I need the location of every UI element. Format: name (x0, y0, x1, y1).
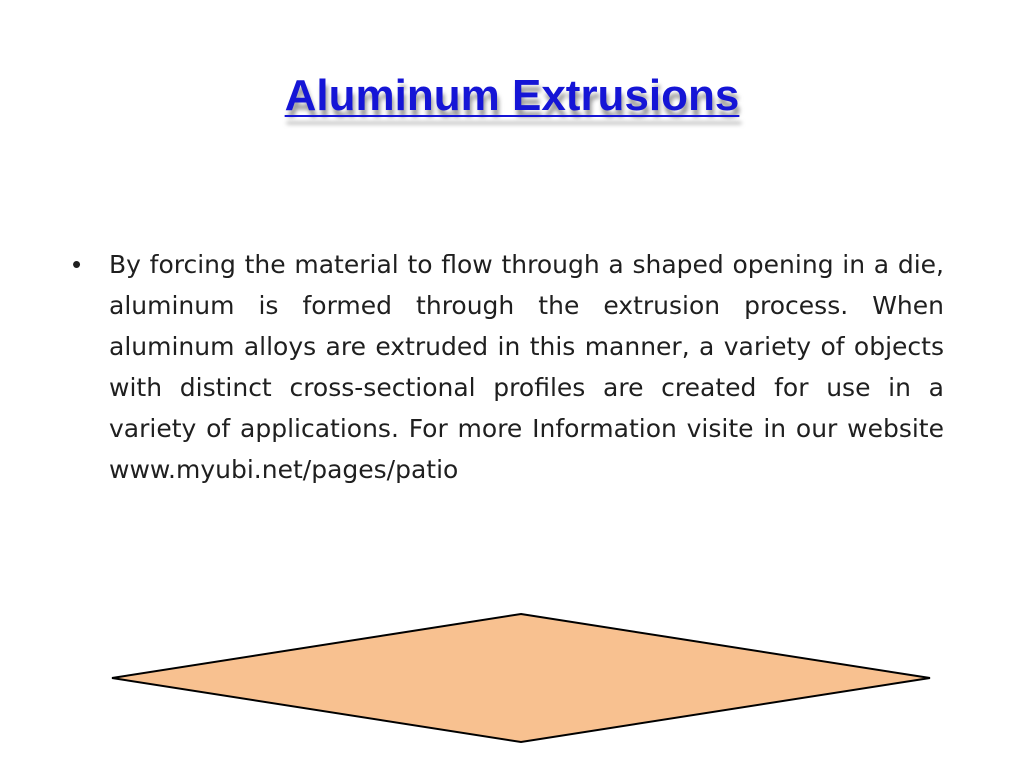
bullet-text: By forcing the material to flow through a shaped opening in a die, aluminum is formed through the extrusion process. When aluminum alloys are extruded in this manner, a variety of objects with distinct cross-sectional profiles are created for use in a variety of applications. For more Information visite in our website www.myubi.net/pages/patio (109, 250, 944, 484)
bullet-item (72, 244, 944, 490)
slide-title: Aluminum Extrusions (284, 71, 740, 120)
bullet-list (72, 244, 944, 490)
bullet-icon: • (72, 249, 82, 279)
diamond-shape (108, 611, 934, 745)
diamond-polygon (112, 614, 930, 742)
title-container (0, 66, 1024, 126)
